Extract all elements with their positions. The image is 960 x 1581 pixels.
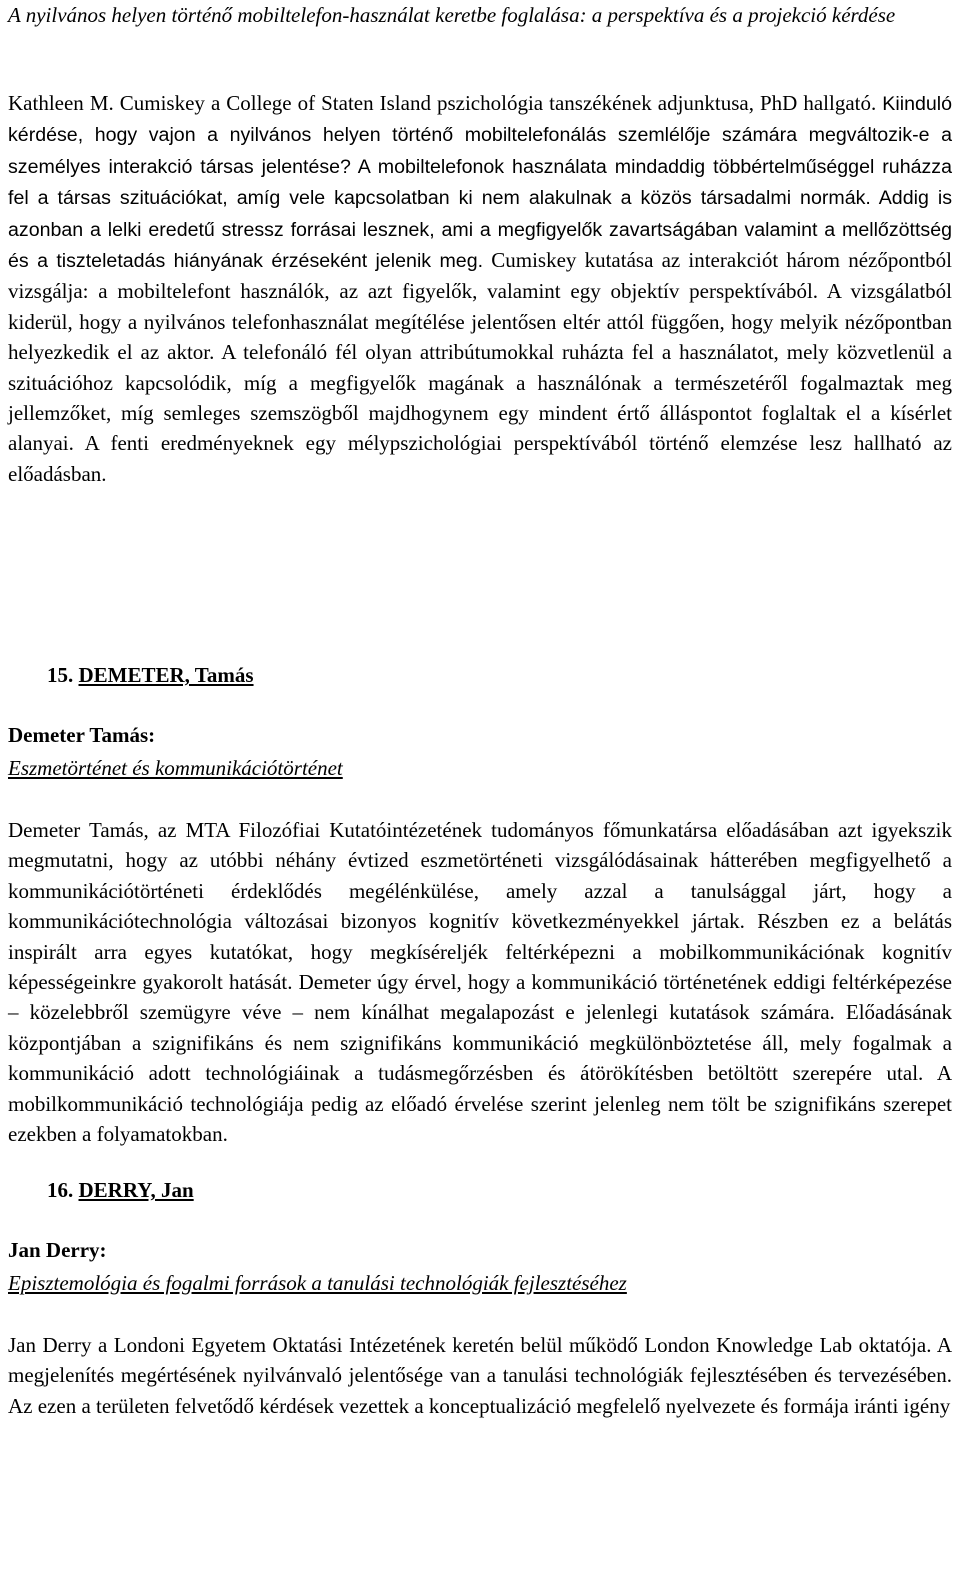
talk-title: Eszmetörténet és kommunikációtörténet <box>8 756 343 780</box>
abstract-intro: Kathleen M. Cumiskey a College of Staten Island pszichológia tanszékének adjunktusa, PhD hallgató. <box>8 91 877 115</box>
section-body-15: Demeter Tamás, az MTA Filozófiai Kutatóintézetének tudományos főmunkatársa előadásában azt igyekszik megmutatni, hogy az utóbbi néhány évtized eszmetörténeti vizsgálódásainak hátterében megfigyelhető a kommunikációtörténeti érdeklődés megélénkülése, amely azzal a tanulsággal járt, hogy a kommunikációtechnológia változásai bizonyos kognitív következményekkel jártak. Részben ez a belátás inspirált arra egyes kutatókat, hogy megkíséreljék feltérképezni a mobilkommunikációnak kognitív képességeinkre gyakorolt hatását. Demeter úgy érvel, hogy a kommunikáció történetének eddigi feltérképezése – közelebbről szemügyre véve – nem kínálhat megalapozást e jelenlegi kutatások számára. Előadásának központjában a szignifikáns és nem szignifikáns kommunikáció megkülönböztetése áll, mely fogalmak a kommunikáció adott technológiáinak a tudásmegőrzésben és átörökítésben betöltött szerepére utal. A mobilkommunikáció technológiája pedig az előadó érvelése szerint jelenleg nem tölt be szignifikáns szerepet ezekben a folyamatokban. <box>8 818 952 1147</box>
abstract-body <box>8 88 952 489</box>
abstract-body-sans: Kiinduló kérdése, hogy vajon a nyilvános helyen történő mobiltelefonálás szemlélője számára megváltozik-e a személyes interakció társas jelentése? A mobiltelefonok használata mindaddig többértelműséggel ruházza fel a társas szituációkat, amíg vele kapcsolatban ki nem alakulnak a közös társadalmi normák. Addig is azonban a lelki eredetű stressz forrásai lesznek, ami a megfigyelők zavartságában valamint a mellőzöttség és a tiszteletadás hiányának érzéseként jelenik meg. <box>8 93 953 273</box>
section-name: DERRY, Jan <box>78 1178 194 1202</box>
section-heading-16 <box>47 1175 647 1205</box>
abstract-body-serif: Cumiskey kutatása az interakciót három nézőpontból vizsgálja: a mobiltelefont használók, az azt figyelők, valamint egy objektív perspektívából. A vizsgálatból kiderül, hogy a nyilvános telefonhasználat megítélése jelentősen eltér attól függően, hogy melyik nézőpontban helyezkedik el az aktor. A telefonáló fél olyan attribútumokkal ruházta fel a használatot, mely közvetlenül a szituációhoz kapcsolódik, míg a megfigyelők magának a használónak a természetéről fogalmaztak meg jellemzőket, míg semleges szemszögből majdhogynem egy mindent értő álláspontot foglaltak el a kísérlet alanyai. A fenti eredményeknek egy mélypszichológiai perspektívából történő elemzése lesz hallható az előadásban. <box>8 248 953 486</box>
section-number: 16. <box>47 1178 74 1202</box>
section-name: DEMETER, Tamás <box>78 663 254 687</box>
speaker-name: Jan Derry: <box>8 1238 107 1262</box>
talk-title: Episztemológia és fogalmi források a tanulási technológiák fejlesztéséhez <box>8 1271 627 1295</box>
section-heading-15 <box>47 660 647 690</box>
section-body-16: Jan Derry a Londoni Egyetem Oktatási Intézetének keretén belül működő London Knowledge Lab oktatója. A megjelenítés megértésének nyilvánvaló jelentősége van a tanulási technológiák fejlesztésében és tervezésében. Az ezen a területen felvetődő kérdések vezettek a konceptualizáció megfelelő nyelvezete és formája iránti igény <box>8 1333 952 1418</box>
section-number: 15. <box>47 663 74 687</box>
speaker-name: Demeter Tamás: <box>8 723 156 747</box>
abstract-title: A nyilvános helyen történő mobiltelefon-használat keretbe foglalása: a perspektíva és a projekció kérdése <box>8 3 896 27</box>
